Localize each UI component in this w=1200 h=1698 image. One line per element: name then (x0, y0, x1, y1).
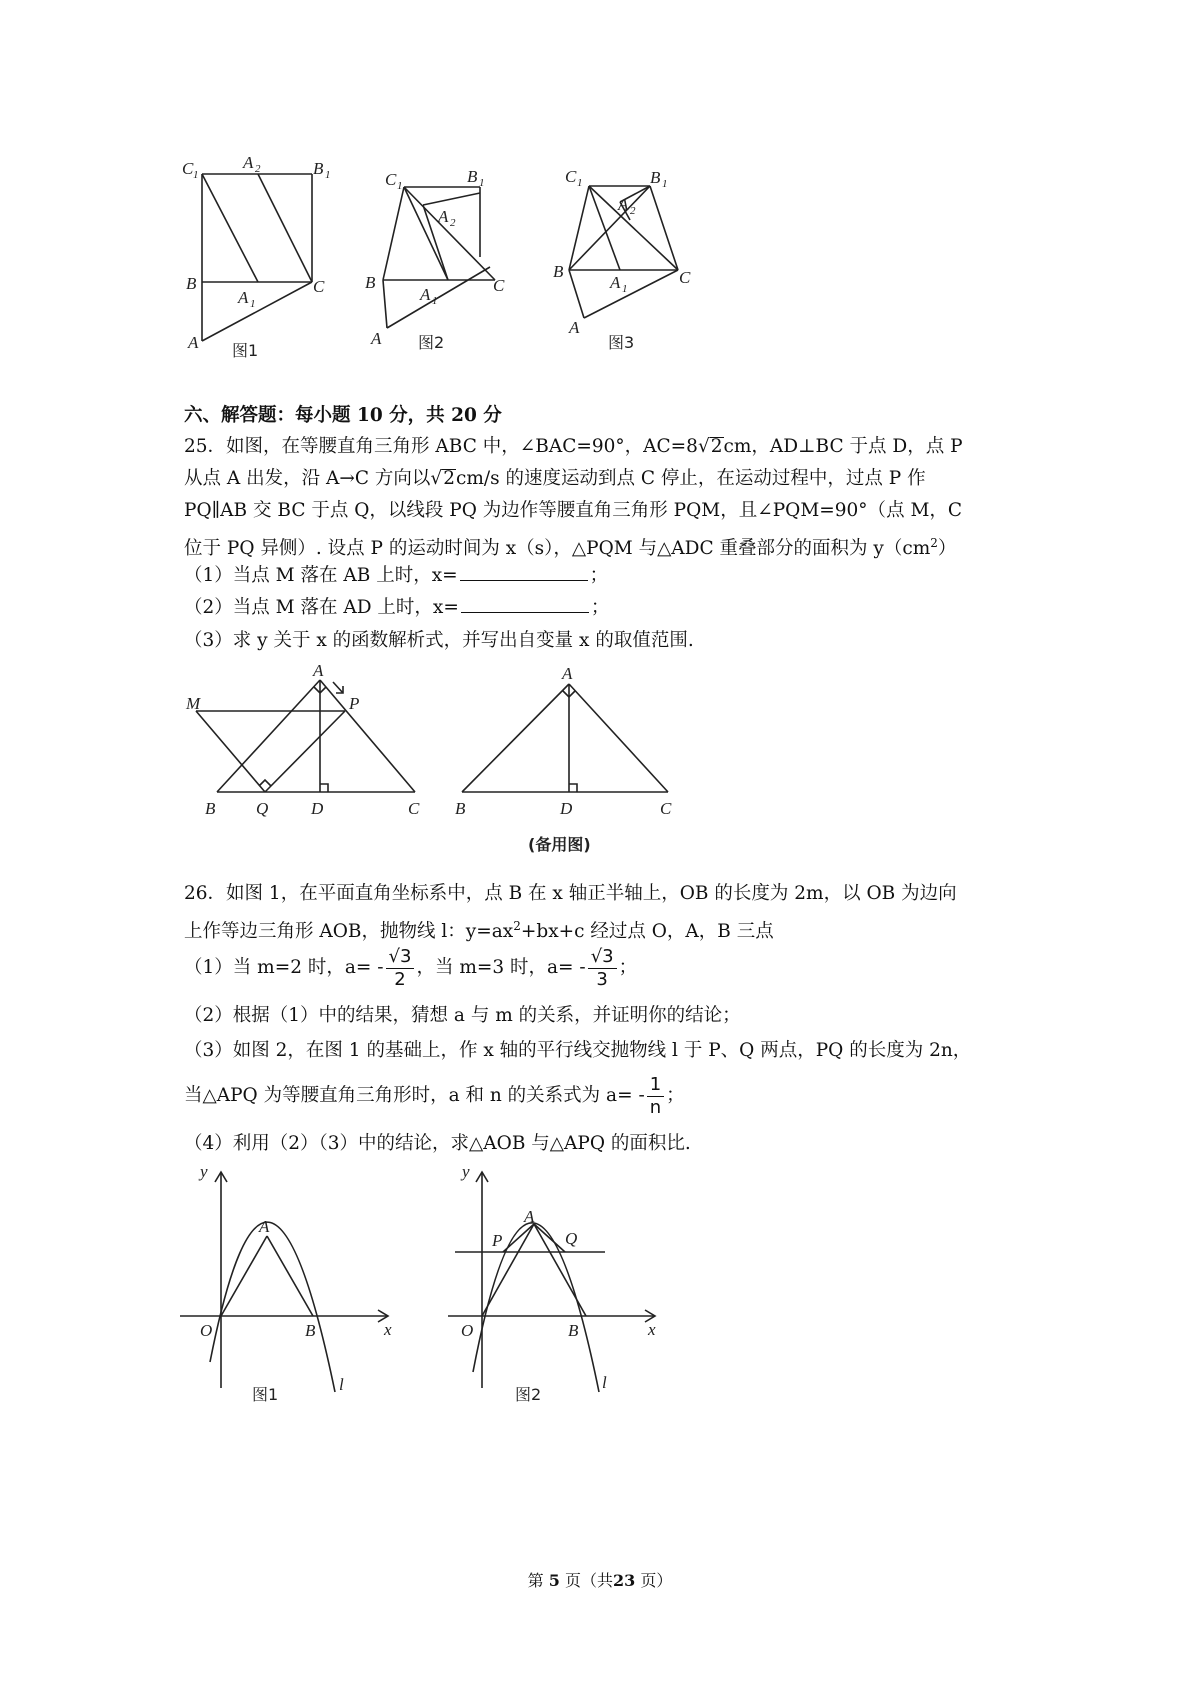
svg-text:B: B (365, 273, 376, 292)
q25-part-3: （3）求 y 关于 x 的函数解析式，并写出自变量 x 的取值范围. (184, 630, 694, 651)
svg-text:B: B (305, 1321, 316, 1340)
figure-q26-1 (180, 1162, 392, 1404)
figure-q26-1-caption: 图1 (252, 1385, 279, 1404)
fraction-3: $\frac{1}{n}$ (647, 1074, 664, 1119)
figure-3-caption: 图3 (608, 333, 635, 352)
svg-text:P: P (492, 1231, 503, 1250)
svg-text:O: O (200, 1321, 213, 1340)
label-c1: C (182, 159, 194, 178)
q26-part-2: （2）根据（1）中的结果，猜想 a 与 m 的关系，并证明你的结论； (184, 1005, 741, 1026)
backup-figure-caption: (备用图) (528, 835, 591, 854)
svg-text:B: B (568, 1321, 579, 1340)
q26-part-1: （1）当 m=2 时，a= - $\frac{√3}{2}$ ，当 m=3 时，a= - $\frac{√3}{3}$ ； (184, 945, 638, 990)
label-a: A (188, 333, 199, 352)
svg-text:A: A (313, 661, 324, 680)
svg-text:A: A (569, 318, 580, 337)
page-footer: 第 5 页（共23 页） (527, 1571, 673, 1590)
fraction-1: $\frac{√3}{2}$ (386, 946, 415, 991)
svg-text:P: P (349, 694, 360, 713)
q26-part-3b: 当△APQ 为等腰直角三角形时，a 和 n 的关系式为 a= - $\frac{1}{n}$ ； (184, 1073, 685, 1118)
svg-text:A: A (420, 285, 431, 304)
q25-line-1: 25．如图，在等腰直角三角形 ABC 中，∠BAC=90°，AC=8√2cm，AD⊥BC 于点 D，点 P (184, 436, 963, 457)
svg-text:A: A (259, 1217, 270, 1236)
q25-line-4: 位于 PQ 异侧）. 设点 P 的运动时间为 x（s），△PQM 与△ADC 重叠部分的面积为 $y(cm^2)$ (184, 536, 957, 560)
answer-blank-2[interactable] (461, 594, 589, 613)
svg-text:C: C (385, 170, 397, 189)
svg-text:B: B (467, 167, 478, 186)
svg-text:C: C (493, 276, 505, 295)
svg-text:A: A (618, 195, 629, 214)
svg-text:A: A (524, 1207, 535, 1226)
q25-line-3: PQ∥AB 交 BC 于点 Q，以线段 PQ 为边作等腰直角三角形 PQM，且∠PQM=90°（点 M，C (184, 500, 963, 521)
svg-text:A: A (610, 273, 621, 292)
svg-text:x: x (384, 1320, 392, 1339)
svg-text:C: C (660, 799, 672, 818)
q25-part-2: （2）当点 M 落在 AD 上时，x= ； (184, 594, 609, 622)
figure-1-top (182, 153, 331, 360)
svg-text:C: C (679, 268, 691, 287)
svg-text:Q: Q (256, 799, 269, 818)
figure-set-top (0, 0, 1200, 380)
fraction-2: $\frac{√3}{3}$ (588, 946, 617, 991)
label-a1: A (238, 288, 249, 307)
q26-part-3: （3）如图 2，在图 1 的基础上，作 x 轴的平行线交抛物线 l 于 P、Q 两点，PQ 的长度为 2n， (184, 1040, 972, 1061)
svg-text:O: O (461, 1321, 474, 1340)
svg-text:l: l (339, 1375, 344, 1394)
q26-line-1: 26．如图 1，在平面直角坐标系中，点 B 在 x 轴正半轴上，OB 的长度为 2m，以 OB 为边向 (184, 883, 957, 904)
q26-part-4: （4）利用（2）（3）中的结论，求△AOB 与△APQ 的面积比. (184, 1133, 691, 1154)
svg-text:B: B (650, 168, 661, 187)
figure-2-caption: 图2 (418, 333, 445, 352)
figure-q25 (0, 660, 1200, 880)
svg-text:y: y (200, 1162, 208, 1181)
svg-text:y: y (462, 1162, 470, 1181)
section-title: 六、解答题：每小题 10 分，共 20 分 (184, 405, 502, 426)
svg-text:Q: Q (565, 1229, 578, 1248)
svg-text:B: B (553, 262, 564, 281)
figure-q26-2-caption: 图2 (515, 1385, 542, 1404)
svg-text:1: 1 (250, 298, 256, 310)
figure-q26-2 (448, 1162, 656, 1404)
answer-blank-1[interactable] (460, 562, 588, 581)
svg-text:1: 1 (622, 283, 628, 295)
figure-q26 (0, 1160, 1200, 1410)
svg-text:2: 2 (255, 163, 261, 175)
svg-text:A: A (562, 664, 573, 683)
svg-text:2: 2 (630, 205, 636, 217)
svg-text:1: 1 (193, 169, 199, 181)
q25-line-2: 从点 A 出发，沿 A→C 方向以√2cm/s 的速度运动到点 C 停止，在运动过程中，过点 P 作 (184, 468, 926, 489)
svg-text:1: 1 (479, 177, 485, 189)
figure-3-top (553, 167, 691, 352)
svg-text:1: 1 (577, 177, 583, 189)
svg-text:1: 1 (662, 178, 668, 190)
svg-text:D: D (560, 799, 573, 818)
figure-q25-main (185, 661, 420, 818)
svg-text:1: 1 (397, 180, 403, 192)
label-b1: B (313, 159, 324, 178)
svg-text:A: A (438, 207, 449, 226)
q26-line-2: 上作等边三角形 AOB，抛物线 l：$y=ax^2+bx+c$ 经过点 O，A，B 三点 (184, 919, 774, 943)
svg-text:l: l (602, 1373, 607, 1392)
q25-part-1: （1）当点 M 落在 AB 上时，x= ； (184, 562, 608, 590)
figure-1-caption: 图1 (232, 341, 259, 360)
figure-q25-backup (455, 664, 672, 854)
svg-text:C: C (565, 167, 577, 186)
svg-text:1: 1 (325, 169, 331, 181)
label-b: B (186, 274, 197, 293)
svg-text:2: 2 (450, 217, 456, 229)
svg-text:M: M (186, 694, 201, 713)
label-c: C (313, 277, 325, 296)
svg-text:1: 1 (432, 295, 438, 307)
svg-text:C: C (408, 799, 420, 818)
svg-text:x: x (648, 1320, 656, 1339)
label-a2: A (243, 153, 254, 172)
figure-2-top (365, 167, 505, 352)
svg-text:B: B (205, 799, 216, 818)
svg-text:B: B (455, 799, 466, 818)
svg-text:D: D (311, 799, 324, 818)
svg-text:A: A (371, 329, 382, 348)
